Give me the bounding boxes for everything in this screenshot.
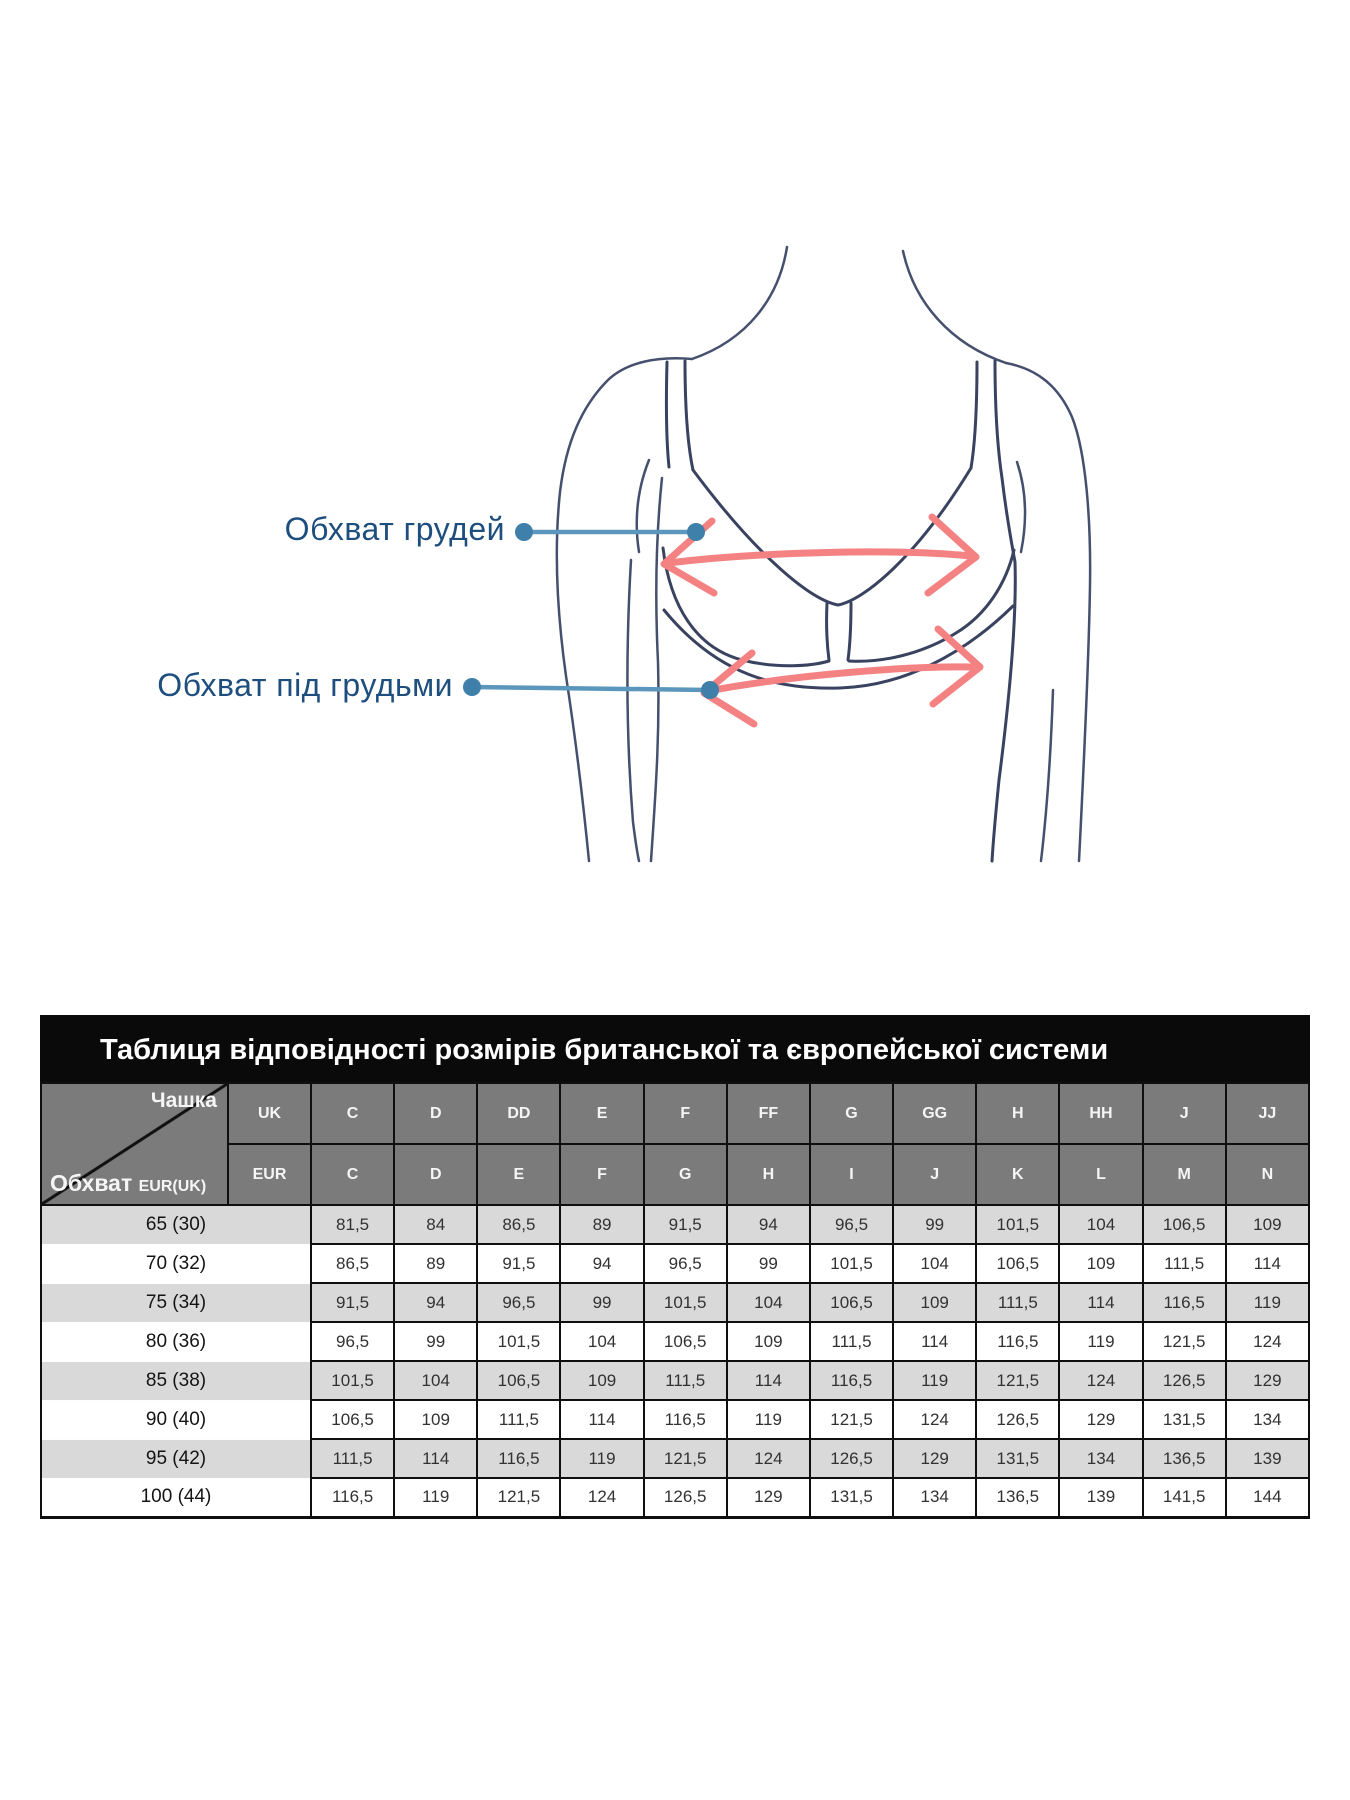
- corner-girth-note: EUR(UK): [138, 1178, 207, 1195]
- band-size-cell: 95 (42): [41, 1439, 311, 1478]
- value-cell: 91,5: [644, 1205, 727, 1244]
- table-row: [41, 1361, 1309, 1400]
- value-cell: 101,5: [976, 1205, 1059, 1244]
- value-cell: 106,5: [644, 1322, 727, 1361]
- value-cell: 119: [560, 1439, 643, 1478]
- value-cell: 109: [727, 1322, 810, 1361]
- corner-girth-label: [50, 1170, 206, 1197]
- eur-cup-cell: D: [394, 1144, 477, 1205]
- band-size-cell: 70 (32): [41, 1244, 311, 1283]
- value-cell: 119: [1226, 1283, 1309, 1322]
- value-cell: 121,5: [976, 1361, 1059, 1400]
- value-cell: 119: [893, 1361, 976, 1400]
- eur-cup-cell: F: [560, 1144, 643, 1205]
- uk-cup-cell: F: [644, 1083, 727, 1144]
- value-cell: 101,5: [810, 1244, 893, 1283]
- value-cell: 106,5: [311, 1400, 394, 1439]
- band-size-cell: 100 (44): [41, 1478, 311, 1517]
- value-cell: 99: [727, 1244, 810, 1283]
- uk-cup-cell: D: [394, 1083, 477, 1144]
- value-cell: 91,5: [477, 1244, 560, 1283]
- value-cell: 96,5: [477, 1283, 560, 1322]
- value-cell: 106,5: [477, 1361, 560, 1400]
- uk-cup-cell: JJ: [1226, 1083, 1309, 1144]
- uk-cup-cell: HH: [1059, 1083, 1142, 1144]
- table-header: [41, 1083, 1309, 1205]
- value-cell: 96,5: [311, 1322, 394, 1361]
- value-cell: 131,5: [1143, 1400, 1226, 1439]
- value-cell: 139: [1226, 1439, 1309, 1478]
- value-cell: 121,5: [477, 1478, 560, 1517]
- value-cell: 99: [394, 1322, 477, 1361]
- bust-label: Обхват грудей: [284, 511, 505, 547]
- eur-cup-cell: M: [1143, 1144, 1226, 1205]
- value-cell: 111,5: [644, 1361, 727, 1400]
- value-cell: 106,5: [1143, 1205, 1226, 1244]
- value-cell: 89: [394, 1244, 477, 1283]
- value-cell: 134: [893, 1478, 976, 1517]
- value-cell: 121,5: [1143, 1322, 1226, 1361]
- eur-cup-cell: G: [644, 1144, 727, 1205]
- eur-cup-cell: C: [311, 1144, 394, 1205]
- corner-cup-label: Чашка: [150, 1089, 217, 1112]
- value-cell: 89: [560, 1205, 643, 1244]
- value-cell: 129: [893, 1439, 976, 1478]
- eur-cup-cell: H: [727, 1144, 810, 1205]
- value-cell: 129: [1059, 1400, 1142, 1439]
- eur-cup-cell: I: [810, 1144, 893, 1205]
- eur-cup-cell: K: [976, 1144, 1059, 1205]
- value-cell: 109: [394, 1400, 477, 1439]
- value-cell: 94: [394, 1283, 477, 1322]
- value-cell: 126,5: [1143, 1361, 1226, 1400]
- value-cell: 114: [394, 1439, 477, 1478]
- corner-girth-word: Обхват: [50, 1170, 133, 1196]
- value-cell: 134: [1226, 1400, 1309, 1439]
- size-table: [40, 1015, 1310, 1519]
- value-cell: 104: [727, 1283, 810, 1322]
- value-cell: 114: [560, 1400, 643, 1439]
- band-size-cell: 75 (34): [41, 1283, 311, 1322]
- value-cell: 104: [893, 1244, 976, 1283]
- value-cell: 106,5: [810, 1283, 893, 1322]
- value-cell: 109: [1059, 1244, 1142, 1283]
- uk-cup-cell: J: [1143, 1083, 1226, 1144]
- value-cell: 121,5: [644, 1439, 727, 1478]
- value-cell: 136,5: [976, 1478, 1059, 1517]
- table-row: [41, 1400, 1309, 1439]
- table-title: Таблиця відповідності розмірів британської та європейської системи: [40, 1015, 1310, 1082]
- table-row: [41, 1439, 1309, 1478]
- table-row: [41, 1322, 1309, 1361]
- value-cell: 114: [893, 1322, 976, 1361]
- eur-system-cell: EUR: [228, 1144, 311, 1205]
- uk-cup-cell: C: [311, 1083, 394, 1144]
- value-cell: 111,5: [311, 1439, 394, 1478]
- value-cell: 114: [1226, 1244, 1309, 1283]
- value-cell: 124: [1226, 1322, 1309, 1361]
- value-cell: 126,5: [976, 1400, 1059, 1439]
- uk-cup-cell: G: [810, 1083, 893, 1144]
- table-row: [41, 1478, 1309, 1517]
- value-cell: 121,5: [810, 1400, 893, 1439]
- uk-system-cell: UK: [228, 1083, 311, 1144]
- value-cell: 124: [1059, 1361, 1142, 1400]
- value-cell: 114: [1059, 1283, 1142, 1322]
- value-cell: 131,5: [810, 1478, 893, 1517]
- value-cell: 111,5: [477, 1400, 560, 1439]
- value-cell: 131,5: [976, 1439, 1059, 1478]
- uk-cup-cell: GG: [893, 1083, 976, 1144]
- value-cell: 106,5: [976, 1244, 1059, 1283]
- header-row-eur: [41, 1144, 1309, 1205]
- band-size-cell: 85 (38): [41, 1361, 311, 1400]
- bust-callout-line: [515, 523, 705, 541]
- value-cell: 136,5: [1143, 1439, 1226, 1478]
- value-cell: 119: [1059, 1322, 1142, 1361]
- value-cell: 124: [893, 1400, 976, 1439]
- value-cell: 119: [394, 1478, 477, 1517]
- table-body: [41, 1205, 1309, 1517]
- value-cell: 101,5: [477, 1322, 560, 1361]
- value-cell: 96,5: [644, 1244, 727, 1283]
- value-cell: 104: [394, 1361, 477, 1400]
- uk-cup-cell: FF: [727, 1083, 810, 1144]
- value-cell: 129: [727, 1478, 810, 1517]
- value-cell: 101,5: [311, 1361, 394, 1400]
- value-cell: 116,5: [1143, 1283, 1226, 1322]
- value-cell: 86,5: [311, 1244, 394, 1283]
- value-cell: 109: [560, 1361, 643, 1400]
- corner-cell: [41, 1083, 228, 1205]
- torso-illustration: [0, 0, 1350, 880]
- value-cell: 111,5: [1143, 1244, 1226, 1283]
- value-cell: 126,5: [644, 1478, 727, 1517]
- table-row: [41, 1205, 1309, 1244]
- value-cell: 139: [1059, 1478, 1142, 1517]
- value-cell: 119: [727, 1400, 810, 1439]
- table-row: [41, 1283, 1309, 1322]
- underbust-callout-line: [463, 678, 719, 699]
- value-cell: 104: [1059, 1205, 1142, 1244]
- value-cell: 81,5: [311, 1205, 394, 1244]
- value-cell: 116,5: [477, 1439, 560, 1478]
- band-size-cell: 80 (36): [41, 1322, 311, 1361]
- value-cell: 94: [560, 1244, 643, 1283]
- value-cell: 124: [560, 1478, 643, 1517]
- value-cell: 99: [893, 1205, 976, 1244]
- eur-cup-cell: E: [477, 1144, 560, 1205]
- value-cell: 111,5: [976, 1283, 1059, 1322]
- band-size-cell: 90 (40): [41, 1400, 311, 1439]
- value-cell: 126,5: [810, 1439, 893, 1478]
- bra-outline: [663, 361, 1015, 861]
- value-cell: 109: [1226, 1205, 1309, 1244]
- header-row-uk: [41, 1083, 1309, 1144]
- value-cell: 96,5: [810, 1205, 893, 1244]
- value-cell: 144: [1226, 1478, 1309, 1517]
- eur-cup-cell: N: [1226, 1144, 1309, 1205]
- value-cell: 94: [727, 1205, 810, 1244]
- underbust-label: Обхват під грудьми: [157, 667, 453, 703]
- value-cell: 116,5: [644, 1400, 727, 1439]
- eur-cup-cell: J: [893, 1144, 976, 1205]
- value-cell: 114: [727, 1361, 810, 1400]
- value-cell: 111,5: [810, 1322, 893, 1361]
- value-cell: 141,5: [1143, 1478, 1226, 1517]
- value-cell: 116,5: [976, 1322, 1059, 1361]
- band-size-cell: 65 (30): [41, 1205, 311, 1244]
- value-cell: 124: [727, 1439, 810, 1478]
- size-chart-table: [40, 1082, 1310, 1519]
- uk-cup-cell: DD: [477, 1083, 560, 1144]
- value-cell: 109: [893, 1283, 976, 1322]
- value-cell: 101,5: [644, 1283, 727, 1322]
- value-cell: 84: [394, 1205, 477, 1244]
- value-cell: 104: [560, 1322, 643, 1361]
- uk-cup-cell: H: [976, 1083, 1059, 1144]
- table-row: [41, 1244, 1309, 1283]
- value-cell: 99: [560, 1283, 643, 1322]
- value-cell: 116,5: [311, 1478, 394, 1517]
- eur-cup-cell: L: [1059, 1144, 1142, 1205]
- value-cell: 129: [1226, 1361, 1309, 1400]
- value-cell: 86,5: [477, 1205, 560, 1244]
- value-cell: 134: [1059, 1439, 1142, 1478]
- uk-cup-cell: E: [560, 1083, 643, 1144]
- value-cell: 116,5: [810, 1361, 893, 1400]
- value-cell: 91,5: [311, 1283, 394, 1322]
